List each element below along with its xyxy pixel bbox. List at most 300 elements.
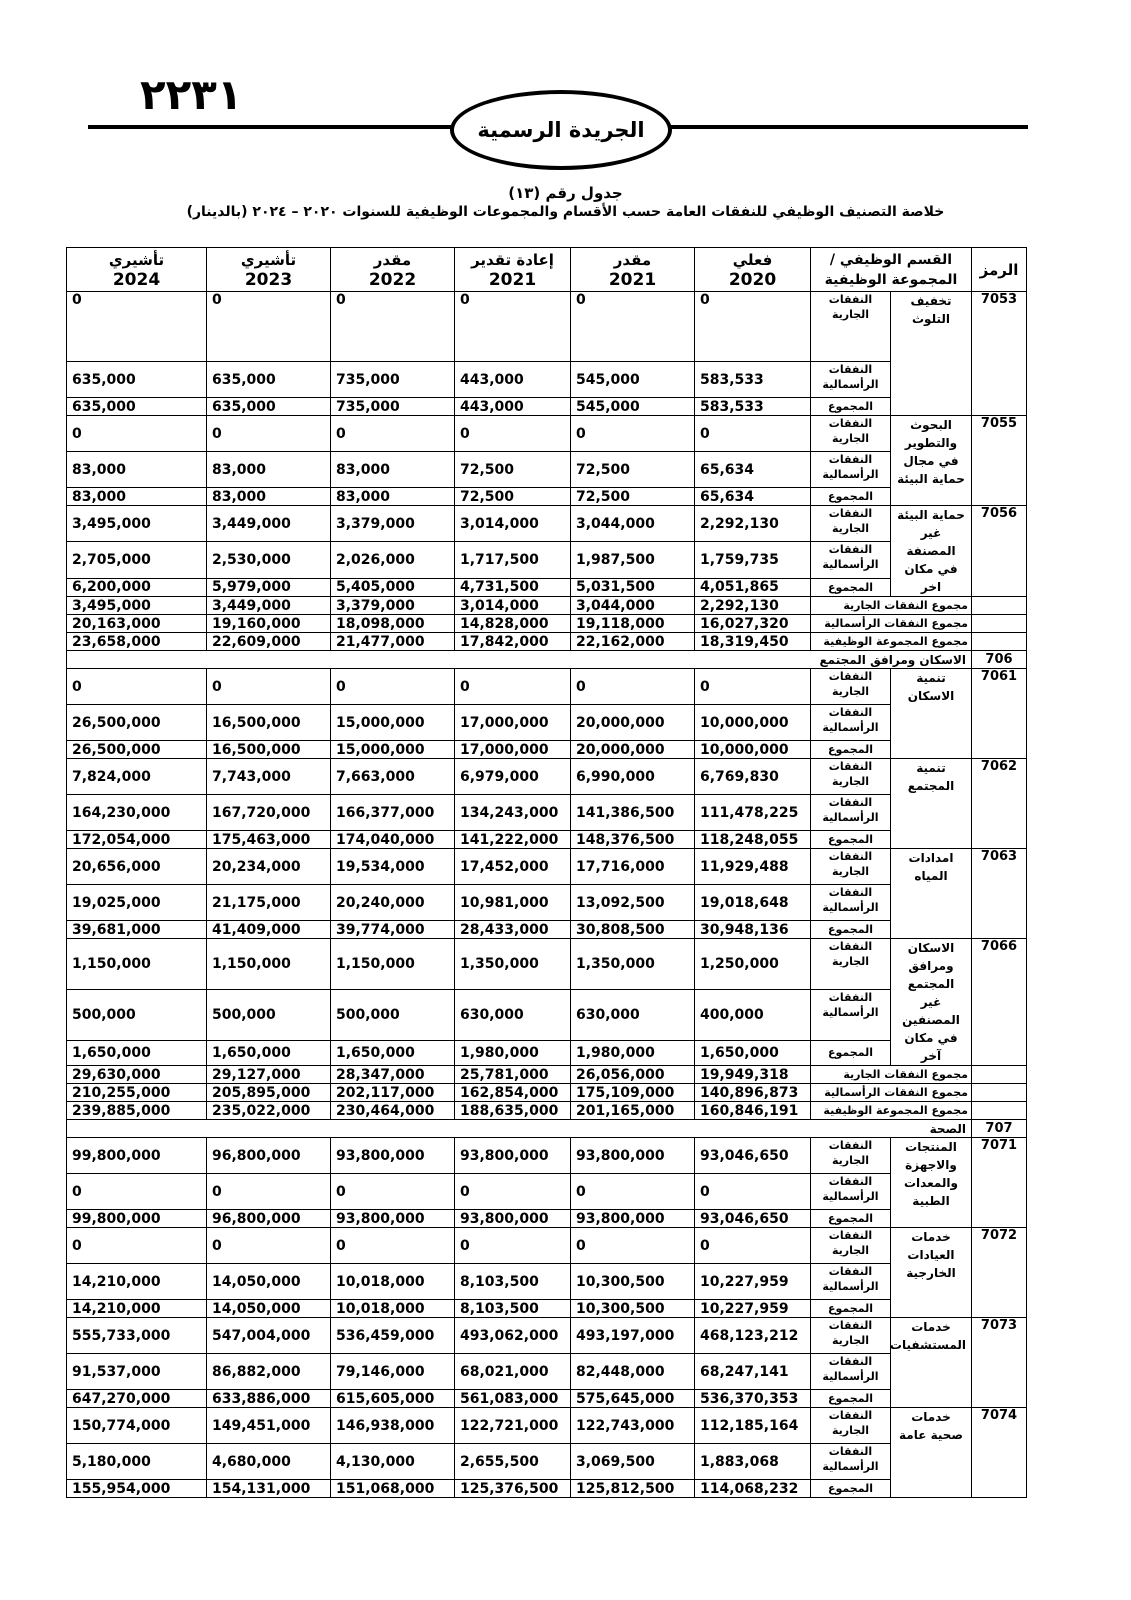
value-cell: 735,000 [331, 398, 455, 416]
capital-expenditure-row [67, 989, 1027, 1040]
group-code: 706 [972, 651, 1027, 669]
value-cell: 83,000 [207, 488, 331, 506]
value-cell: 112,185,164 [695, 1408, 811, 1444]
value-cell: 72,500 [455, 488, 571, 506]
value-cell: 0 [571, 292, 695, 362]
value-cell: 17,716,000 [571, 849, 695, 885]
capital-label: النفقات الرأسمالية [811, 885, 891, 921]
section-name: خدمات صحية عامة [891, 1408, 972, 1498]
value-cell: 30,808,500 [571, 921, 695, 939]
value-cell: 0 [331, 1228, 455, 1264]
value-cell: 6,990,000 [571, 759, 695, 795]
value-cell: 545,000 [571, 362, 695, 398]
current-expenditure-row [67, 292, 1027, 362]
section-name: خدمات المستشفيات [891, 1318, 972, 1408]
value-cell: 83,000 [331, 488, 455, 506]
value-cell: 635,000 [207, 398, 331, 416]
capital-expenditure-row [67, 1264, 1027, 1300]
value-cell: 30,948,136 [695, 921, 811, 939]
value-cell: 635,000 [67, 398, 207, 416]
value-cell: 20,656,000 [67, 849, 207, 885]
value-cell: 0 [695, 1174, 811, 1210]
value-cell: 72,500 [455, 452, 571, 488]
value-cell: 0 [455, 1174, 571, 1210]
value-cell: 0 [67, 669, 207, 705]
value-cell: 172,054,000 [67, 831, 207, 849]
value-cell: 122,743,000 [571, 1408, 695, 1444]
group-header-row [67, 1120, 1027, 1138]
value-cell: 19,118,000 [571, 615, 695, 633]
value-cell: 0 [207, 292, 331, 362]
value-cell: 4,680,000 [207, 1444, 331, 1480]
capital-expenditure-row [67, 542, 1027, 578]
section-code: 7062 [972, 759, 1027, 849]
capital-expenditure-row [67, 705, 1027, 741]
total-label: المجموع [811, 1390, 891, 1408]
value-cell: 5,979,000 [207, 578, 331, 596]
value-cell: 0 [331, 416, 455, 452]
empty-code-cell [972, 597, 1027, 615]
value-cell: 162,854,000 [455, 1084, 571, 1102]
value-cell: 14,828,000 [455, 615, 571, 633]
value-cell: 114,068,232 [695, 1480, 811, 1498]
header-year-col: فعلي 2020 [695, 248, 811, 292]
value-cell: 41,409,000 [207, 921, 331, 939]
group-name: الصحة [67, 1120, 972, 1138]
group-header-row [67, 651, 1027, 669]
value-cell: 96,800,000 [207, 1210, 331, 1228]
value-cell: 18,098,000 [331, 615, 455, 633]
value-cell: 3,449,000 [207, 597, 331, 615]
value-cell: 493,062,000 [455, 1318, 571, 1354]
value-cell: 72,500 [571, 452, 695, 488]
value-cell: 0 [455, 1228, 571, 1264]
current-expenditure-row [67, 416, 1027, 452]
value-cell: 14,210,000 [67, 1264, 207, 1300]
value-cell: 400,000 [695, 989, 811, 1040]
section-code: 7072 [972, 1228, 1027, 1318]
value-cell: 493,197,000 [571, 1318, 695, 1354]
value-cell: 21,175,000 [207, 885, 331, 921]
value-cell: 17,000,000 [455, 741, 571, 759]
total-label: المجموع [811, 921, 891, 939]
value-cell: 468,123,212 [695, 1318, 811, 1354]
value-cell: 1,980,000 [455, 1040, 571, 1065]
value-cell: 0 [207, 1174, 331, 1210]
current-expenditure-row [67, 1408, 1027, 1444]
header-year-col: مقدر 2021 [571, 248, 695, 292]
value-cell: 235,022,000 [207, 1102, 331, 1120]
value-cell: 65,634 [695, 452, 811, 488]
value-cell: 1,717,500 [455, 542, 571, 578]
capital-label: النفقات الرأسمالية [811, 795, 891, 831]
value-cell: 10,018,000 [331, 1264, 455, 1300]
current-label: النفقات الجارية [811, 292, 891, 362]
value-cell: 19,534,000 [331, 849, 455, 885]
total-label: المجموع [811, 1300, 891, 1318]
value-cell: 630,000 [571, 989, 695, 1040]
empty-code-cell [972, 1066, 1027, 1084]
empty-code-cell [972, 615, 1027, 633]
capital-expenditure-row [67, 1354, 1027, 1390]
current-expenditure-row [67, 849, 1027, 885]
section-total-row [67, 1040, 1027, 1065]
value-cell: 5,031,500 [571, 578, 695, 596]
value-cell: 583,533 [695, 398, 811, 416]
value-cell: 96,800,000 [207, 1138, 331, 1174]
empty-code-cell [972, 1102, 1027, 1120]
value-cell: 3,014,000 [455, 597, 571, 615]
value-cell: 93,800,000 [331, 1210, 455, 1228]
section-code: 7056 [972, 506, 1027, 597]
value-cell: 0 [695, 1228, 811, 1264]
value-cell: 0 [331, 292, 455, 362]
capital-expenditure-row [67, 452, 1027, 488]
value-cell: 1,150,000 [67, 939, 207, 990]
value-cell: 647,270,000 [67, 1390, 207, 1408]
value-cell: 28,347,000 [331, 1066, 455, 1084]
value-cell: 134,243,000 [455, 795, 571, 831]
value-cell: 500,000 [67, 989, 207, 1040]
value-cell: 7,663,000 [331, 759, 455, 795]
value-cell: 0 [207, 416, 331, 452]
current-label: النفقات الجارية [811, 669, 891, 705]
section-code: 7071 [972, 1138, 1027, 1228]
value-cell: 23,658,000 [67, 633, 207, 651]
value-cell: 0 [67, 292, 207, 362]
value-cell: 6,769,830 [695, 759, 811, 795]
capital-label: النفقات الرأسمالية [811, 705, 891, 741]
value-cell: 39,681,000 [67, 921, 207, 939]
current-expenditure-row [67, 1228, 1027, 1264]
value-cell: 0 [331, 1174, 455, 1210]
capital-expenditure-row [67, 362, 1027, 398]
current-expenditure-row [67, 1138, 1027, 1174]
value-cell: 68,247,141 [695, 1354, 811, 1390]
value-cell: 536,459,000 [331, 1318, 455, 1354]
capital-label: النفقات الرأسمالية [811, 452, 891, 488]
value-cell: 10,227,959 [695, 1300, 811, 1318]
group-sum-row [67, 1084, 1027, 1102]
group-sum-row [67, 615, 1027, 633]
value-cell: 3,449,000 [207, 506, 331, 542]
value-cell: 2,530,000 [207, 542, 331, 578]
value-cell: 0 [455, 669, 571, 705]
value-cell: 141,386,500 [571, 795, 695, 831]
value-cell: 239,885,000 [67, 1102, 207, 1120]
value-cell: 93,800,000 [455, 1138, 571, 1174]
value-cell: 1,150,000 [207, 939, 331, 990]
section-total-row [67, 488, 1027, 506]
capital-label: النفقات الرأسمالية [811, 362, 891, 398]
value-cell: 2,292,130 [695, 506, 811, 542]
section-name: تنمية المجتمع [891, 759, 972, 849]
value-cell: 93,046,650 [695, 1138, 811, 1174]
value-cell: 86,882,000 [207, 1354, 331, 1390]
current-label: النفقات الجارية [811, 1318, 891, 1354]
value-cell: 79,146,000 [331, 1354, 455, 1390]
value-cell: 2,026,000 [331, 542, 455, 578]
value-cell: 443,000 [455, 362, 571, 398]
value-cell: 8,103,500 [455, 1300, 571, 1318]
value-cell: 20,000,000 [571, 705, 695, 741]
value-cell: 140,896,873 [695, 1084, 811, 1102]
value-cell: 3,495,000 [67, 597, 207, 615]
value-cell: 443,000 [455, 398, 571, 416]
value-cell: 17,452,000 [455, 849, 571, 885]
value-cell: 0 [695, 669, 811, 705]
value-cell: 7,824,000 [67, 759, 207, 795]
gazette-name: الجريدة الرسمية [450, 90, 672, 170]
value-cell: 615,605,000 [331, 1390, 455, 1408]
section-total-row [67, 741, 1027, 759]
value-cell: 29,127,000 [207, 1066, 331, 1084]
total-label: المجموع [811, 741, 891, 759]
value-cell: 174,040,000 [331, 831, 455, 849]
value-cell: 17,842,000 [455, 633, 571, 651]
section-total-row [67, 1480, 1027, 1498]
value-cell: 2,655,500 [455, 1444, 571, 1480]
value-cell: 19,018,648 [695, 885, 811, 921]
header-year-col: مقدر 2022 [331, 248, 455, 292]
value-cell: 16,500,000 [207, 705, 331, 741]
value-cell: 99,800,000 [67, 1210, 207, 1228]
value-cell: 230,464,000 [331, 1102, 455, 1120]
current-label: النفقات الجارية [811, 1228, 891, 1264]
current-expenditure-row [67, 506, 1027, 542]
section-total-row [67, 1210, 1027, 1228]
value-cell: 14,050,000 [207, 1300, 331, 1318]
value-cell: 1,759,735 [695, 542, 811, 578]
value-cell: 164,230,000 [67, 795, 207, 831]
current-label: النفقات الجارية [811, 506, 891, 542]
value-cell: 555,733,000 [67, 1318, 207, 1354]
total-label: المجموع [811, 398, 891, 416]
value-cell: 93,800,000 [455, 1210, 571, 1228]
total-label: المجموع [811, 488, 891, 506]
value-cell: 83,000 [207, 452, 331, 488]
value-cell: 5,180,000 [67, 1444, 207, 1480]
value-cell: 11,929,488 [695, 849, 811, 885]
section-name: تنمية الاسكان [891, 669, 972, 759]
value-cell: 167,720,000 [207, 795, 331, 831]
value-cell: 3,379,000 [331, 597, 455, 615]
section-total-row [67, 1390, 1027, 1408]
value-cell: 201,165,000 [571, 1102, 695, 1120]
value-cell: 0 [455, 292, 571, 362]
capital-expenditure-row [67, 795, 1027, 831]
value-cell: 0 [207, 669, 331, 705]
value-cell: 4,051,865 [695, 578, 811, 596]
current-expenditure-row [67, 939, 1027, 990]
value-cell: 83,000 [331, 452, 455, 488]
capital-expenditure-row [67, 1174, 1027, 1210]
value-cell: 118,248,055 [695, 831, 811, 849]
group-sum-label: مجموع النفقات الجارية [811, 1066, 972, 1084]
value-cell: 149,451,000 [207, 1408, 331, 1444]
value-cell: 6,200,000 [67, 578, 207, 596]
value-cell: 175,463,000 [207, 831, 331, 849]
value-cell: 10,000,000 [695, 741, 811, 759]
section-code: 7061 [972, 669, 1027, 759]
value-cell: 16,500,000 [207, 741, 331, 759]
capital-label: النفقات الرأسمالية [811, 1264, 891, 1300]
value-cell: 16,027,320 [695, 615, 811, 633]
value-cell: 22,609,000 [207, 633, 331, 651]
value-cell: 3,379,000 [331, 506, 455, 542]
value-cell: 1,350,000 [571, 939, 695, 990]
value-cell: 0 [331, 669, 455, 705]
value-cell: 3,069,500 [571, 1444, 695, 1480]
value-cell: 29,630,000 [67, 1066, 207, 1084]
current-label: النفقات الجارية [811, 939, 891, 990]
value-cell: 26,056,000 [571, 1066, 695, 1084]
value-cell: 188,635,000 [455, 1102, 571, 1120]
group-sum-label: مجموع النفقات الرأسمالية [811, 615, 972, 633]
total-label: المجموع [811, 578, 891, 596]
value-cell: 18,319,450 [695, 633, 811, 651]
group-sum-row [67, 633, 1027, 651]
value-cell: 0 [571, 1174, 695, 1210]
value-cell: 93,800,000 [571, 1138, 695, 1174]
value-cell: 150,774,000 [67, 1408, 207, 1444]
header-year-col: تأشيري 2024 [67, 248, 207, 292]
value-cell: 141,222,000 [455, 831, 571, 849]
value-cell: 125,376,500 [455, 1480, 571, 1498]
table-header-row [67, 248, 1027, 292]
current-expenditure-row [67, 759, 1027, 795]
value-cell: 633,886,000 [207, 1390, 331, 1408]
value-cell: 8,103,500 [455, 1264, 571, 1300]
value-cell: 111,478,225 [695, 795, 811, 831]
value-cell: 0 [571, 416, 695, 452]
value-cell: 93,046,650 [695, 1210, 811, 1228]
value-cell: 28,433,000 [455, 921, 571, 939]
value-cell: 1,650,000 [207, 1040, 331, 1065]
section-code: 7066 [972, 939, 1027, 1066]
value-cell: 630,000 [455, 989, 571, 1040]
section-name: تخفيف التلوث [891, 292, 972, 416]
group-code: 707 [972, 1120, 1027, 1138]
value-cell: 536,370,353 [695, 1390, 811, 1408]
group-sum-row [67, 1066, 1027, 1084]
value-cell: 20,234,000 [207, 849, 331, 885]
header-code: الرمز [972, 248, 1027, 292]
section-name: خدمات العيادات الخارجية [891, 1228, 972, 1318]
value-cell: 155,954,000 [67, 1480, 207, 1498]
expenditure-table [66, 247, 1027, 1498]
value-cell: 10,300,500 [571, 1264, 695, 1300]
value-cell: 20,000,000 [571, 741, 695, 759]
capital-label: النفقات الرأسمالية [811, 1444, 891, 1480]
value-cell: 166,377,000 [331, 795, 455, 831]
total-label: المجموع [811, 1040, 891, 1065]
value-cell: 6,979,000 [455, 759, 571, 795]
section-name: حماية البيئة غير المصنفة في مكان اخر [891, 506, 972, 597]
value-cell: 19,160,000 [207, 615, 331, 633]
value-cell: 500,000 [331, 989, 455, 1040]
value-cell: 10,981,000 [455, 885, 571, 921]
value-cell: 19,025,000 [67, 885, 207, 921]
value-cell: 3,044,000 [571, 597, 695, 615]
value-cell: 122,721,000 [455, 1408, 571, 1444]
value-cell: 1,650,000 [67, 1040, 207, 1065]
group-sum-row [67, 1102, 1027, 1120]
value-cell: 83,000 [67, 488, 207, 506]
value-cell: 2,705,000 [67, 542, 207, 578]
section-name: امدادات المياه [891, 849, 972, 939]
value-cell: 14,050,000 [207, 1264, 331, 1300]
empty-code-cell [972, 633, 1027, 651]
value-cell: 13,092,500 [571, 885, 695, 921]
value-cell: 1,350,000 [455, 939, 571, 990]
value-cell: 0 [455, 416, 571, 452]
value-cell: 735,000 [331, 362, 455, 398]
value-cell: 20,240,000 [331, 885, 455, 921]
value-cell: 10,000,000 [695, 705, 811, 741]
value-cell: 635,000 [207, 362, 331, 398]
empty-code-cell [972, 1084, 1027, 1102]
value-cell: 21,477,000 [331, 633, 455, 651]
value-cell: 25,781,000 [455, 1066, 571, 1084]
value-cell: 583,533 [695, 362, 811, 398]
value-cell: 26,500,000 [67, 705, 207, 741]
current-expenditure-row [67, 1318, 1027, 1354]
section-total-row [67, 831, 1027, 849]
value-cell: 0 [67, 1174, 207, 1210]
value-cell: 0 [67, 416, 207, 452]
section-total-row [67, 1300, 1027, 1318]
value-cell: 1,650,000 [331, 1040, 455, 1065]
section-total-row [67, 398, 1027, 416]
value-cell: 10,018,000 [331, 1300, 455, 1318]
value-cell: 91,537,000 [67, 1354, 207, 1390]
section-name: البحوث والتطوير في مجال حماية البيئة [891, 416, 972, 506]
value-cell: 19,949,318 [695, 1066, 811, 1084]
value-cell: 15,000,000 [331, 705, 455, 741]
section-name: المنتجات والاجهزة والمعدات الطبية [891, 1138, 972, 1228]
section-code: 7055 [972, 416, 1027, 506]
section-code: 7074 [972, 1408, 1027, 1498]
capital-expenditure-row [67, 885, 1027, 921]
value-cell: 0 [207, 1228, 331, 1264]
value-cell: 4,731,500 [455, 578, 571, 596]
value-cell: 10,227,959 [695, 1264, 811, 1300]
value-cell: 0 [571, 1228, 695, 1264]
value-cell: 82,448,000 [571, 1354, 695, 1390]
value-cell: 26,500,000 [67, 741, 207, 759]
capital-label: النفقات الرأسمالية [811, 542, 891, 578]
header-year-col: إعادة تقدير 2021 [455, 248, 571, 292]
value-cell: 545,000 [571, 398, 695, 416]
current-label: النفقات الجارية [811, 1138, 891, 1174]
value-cell: 175,109,000 [571, 1084, 695, 1102]
value-cell: 15,000,000 [331, 741, 455, 759]
group-sum-label: مجموع النفقات الرأسمالية [811, 1084, 972, 1102]
group-sum-label: مجموع المجموعة الوظيفية [811, 1102, 972, 1120]
section-total-row [67, 921, 1027, 939]
value-cell: 3,044,000 [571, 506, 695, 542]
current-label: النفقات الجارية [811, 1408, 891, 1444]
value-cell: 22,162,000 [571, 633, 695, 651]
value-cell: 154,131,000 [207, 1480, 331, 1498]
capital-expenditure-row [67, 1444, 1027, 1480]
value-cell: 3,014,000 [455, 506, 571, 542]
section-code: 7063 [972, 849, 1027, 939]
value-cell: 14,210,000 [67, 1300, 207, 1318]
group-name: الاسكان ومرافق المجتمع [67, 651, 972, 669]
value-cell: 99,800,000 [67, 1138, 207, 1174]
